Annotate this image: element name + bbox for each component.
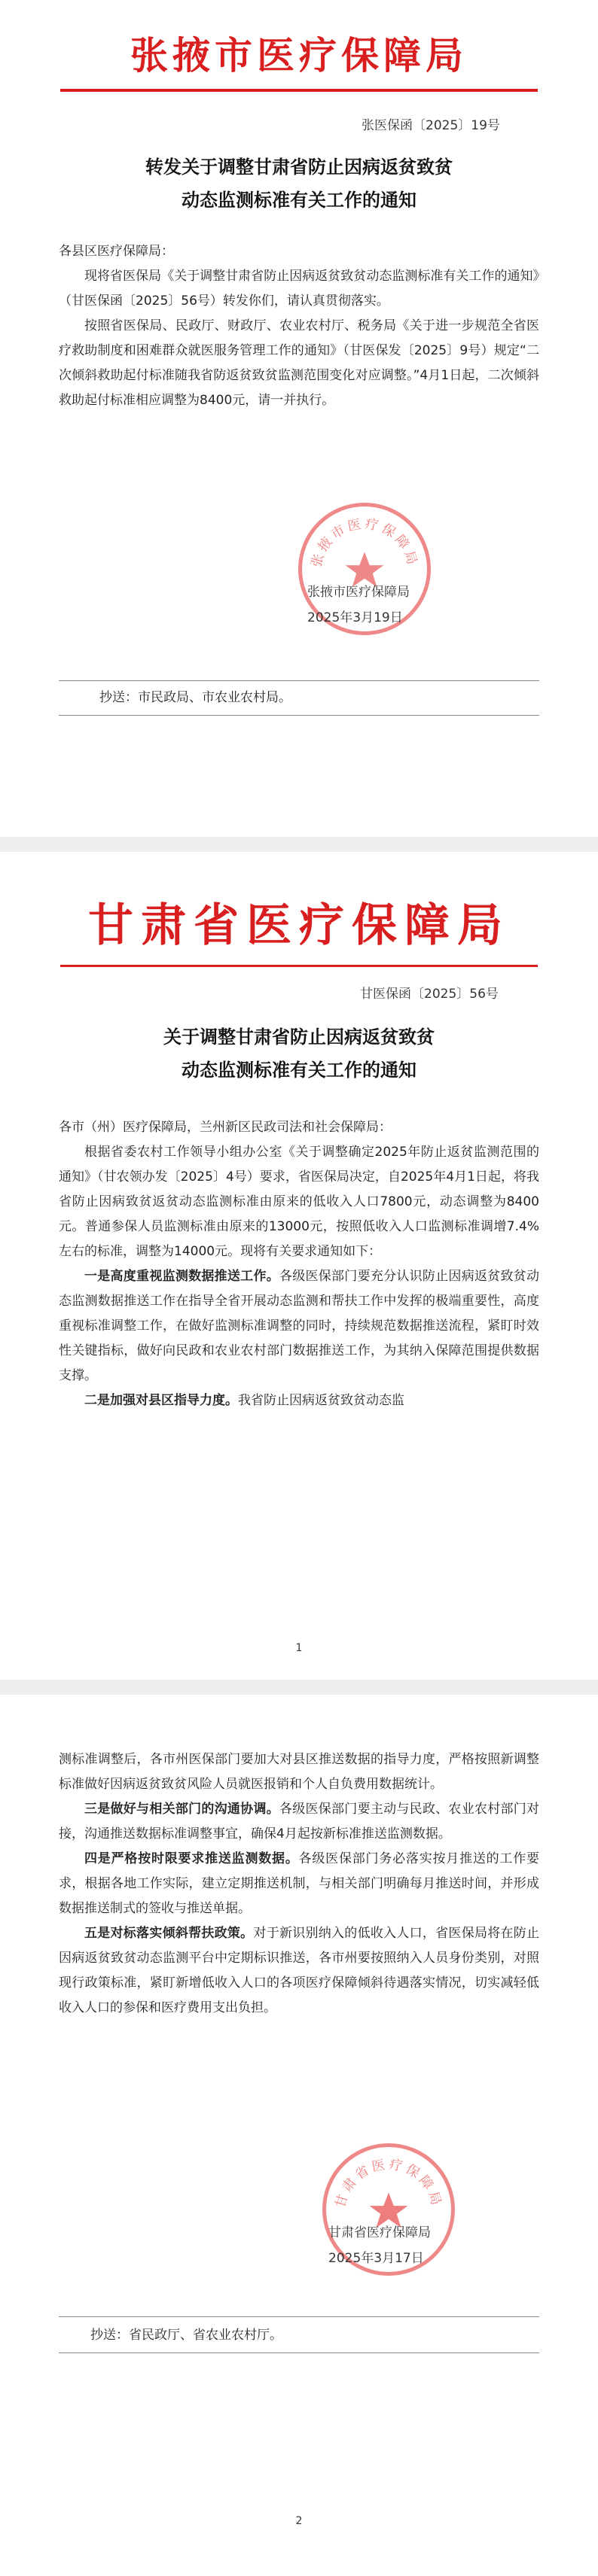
cc-divider-top xyxy=(59,2316,539,2317)
document-number: 张医保函〔2025〕19号 xyxy=(362,118,500,133)
document-number: 甘医保函〔2025〕56号 xyxy=(360,987,499,1002)
header-red-rule xyxy=(60,89,538,92)
body-paragraph-6 xyxy=(59,1921,539,2021)
salutation: 各县区医疗保障局： xyxy=(59,244,174,259)
paragraph-text: 我省防止因病返贫致贫动态监 xyxy=(238,1393,404,1408)
document-title-line-2: 动态监测标准有关工作的通知 xyxy=(182,189,416,211)
body-paragraph-2: 按照省医保局、民政厅、财政厅、农业农村厅、税务局《关于进一步规范全省医疗救助制度和困难群众就医服务管理工作的通知》（甘医保发〔2025〕9号）规定“二次倾斜救助起付标准随我省防返贫致贫监测范围变化对应调整。”4月1日起，二次倾斜救助起付标准相应调整为8400元，请一并执行。 xyxy=(59,318,539,408)
paragraph-lead: 二是加强对县区指导力度。 xyxy=(84,1393,238,1408)
document-title-line-1: 转发关于调整甘肃省防止因病返贫致贫 xyxy=(145,156,453,178)
paragraph-lead: 五是对标落实倾斜帮扶政策。 xyxy=(84,1926,254,1941)
paragraph-text: 各级医保部门要主动与民政、农业农村部门对接，沟通推送数据标准调整事宜，确保4月起按新标准推送监测数据。 xyxy=(59,1802,540,1842)
salutation: 各市（州）医疗保障局，兰州新区民政司法和社会保障局： xyxy=(59,1120,392,1135)
document-page-3 xyxy=(0,1695,598,2576)
document-page-1 xyxy=(0,0,598,837)
page-number: 1 xyxy=(295,1642,303,1654)
signature-date: 2025年3月17日 xyxy=(328,2251,424,2266)
paragraph-text: 各级医保部门要充分认识防止因病返贫致贫动态监测数据推送工作在指导全省开展动态监测和帮扶工作中发挥的极端重要性，高度重视标准调整工作，在做好监测标准调整的同时，持续规范数据推送流程，紧盯时效性关键指标，做好向民政和农业农村部门数据推送工作，为其纳入保障范围提供数据支撑。 xyxy=(59,1269,540,1383)
document-title-line-1: 关于调整甘肃省防止因病返贫致贫 xyxy=(163,1026,435,1048)
document-title-line-2: 动态监测标准有关工作的通知 xyxy=(182,1059,416,1081)
body-paragraph-2 xyxy=(59,1264,539,1388)
issuer-header: 张掖市医疗保障局 xyxy=(130,33,468,78)
body-paragraph-1: 根据省委农村工作领导小组办公室《关于调整确定2025年防止返贫监测范围的通知》（甘农领办发〔2025〕4号）要求，省医保局决定，自2025年4月1日起，将我省防止因病致贫返贫动态监测标准由原来的低收入人口7800元，动态调整为8400元。普通参保人员监测标准由原来的13000元，按照低收入人口监测标准调增7.4%左右的标准，调整为14000元。现将有关要求通知如下： xyxy=(59,1145,539,1259)
paragraph-text: 各级医保部门务必落实按月推送的工作要求，根据各地工作实际，建立定期推送机制，与相关部门明确每月推送时间，并形成数据推送制式的签收与推送单据。 xyxy=(59,1851,540,1916)
seal-arc-text: 张掖市医疗保障局 xyxy=(309,516,420,570)
document-body xyxy=(59,1747,539,2021)
signature-organization: 张掖市医疗保障局 xyxy=(307,585,410,600)
paragraph-lead: 一是高度重视监测数据推送工作。 xyxy=(84,1269,279,1284)
document-body xyxy=(59,239,539,413)
cc-divider-top xyxy=(59,680,539,681)
cc-divider-bottom xyxy=(59,2352,539,2353)
signature-date: 2025年3月19日 xyxy=(307,610,403,625)
page-number: 2 xyxy=(295,2515,303,2527)
cc-divider-bottom xyxy=(59,715,539,716)
paragraph-text: 对于新识别纳入的低收入人口，省医保局将在防止因病返贫致贫动态监测平台中定期标识推送，各市州要按照纳入人员身份类别，对照现行政策标准，紧盯新增低收入人口的各项医疗保障倾斜待遇落实情况，切实减轻低收入人口的参保和医疗费用支出负担。 xyxy=(59,1926,540,2015)
cc-line: 抄送：市民政局、市农业农村局。 xyxy=(99,690,291,705)
document-body xyxy=(59,1115,539,1413)
issuer-header: 甘肃省医疗保障局 xyxy=(88,899,510,952)
document-page-2 xyxy=(0,852,598,1680)
body-paragraph-3 xyxy=(59,1388,539,1413)
signature-organization: 甘肃省医疗保障局 xyxy=(328,2225,431,2240)
header-red-rule xyxy=(60,965,538,967)
paragraph-lead: 三是做好与相关部门的沟通协调。 xyxy=(84,1802,279,1817)
cc-line: 抄送：省民政厅、省农业农村厅。 xyxy=(90,2328,282,2343)
body-paragraph-continued: 测标准调整后，各市州医保部门要加大对县区推送数据的指导力度，严格按照新调整标准做好因病返贫致贫风险人员就医报销和个人自负费用数据统计。 xyxy=(59,1752,539,1792)
paragraph-lead: 四是严格按时限要求推送监测数据。 xyxy=(84,1851,299,1866)
body-paragraph-5 xyxy=(59,1847,539,1921)
body-paragraph-4 xyxy=(59,1797,539,1847)
body-paragraph-1: 现将省医保局《关于调整甘肃省防止因病返贫致贫动态监测标准有关工作的通知》（甘医保函〔2025〕56号）转发你们，请认真贯彻落实。 xyxy=(59,269,539,309)
seal-arc-text: 甘肃省医疗保障局 xyxy=(333,2157,444,2210)
